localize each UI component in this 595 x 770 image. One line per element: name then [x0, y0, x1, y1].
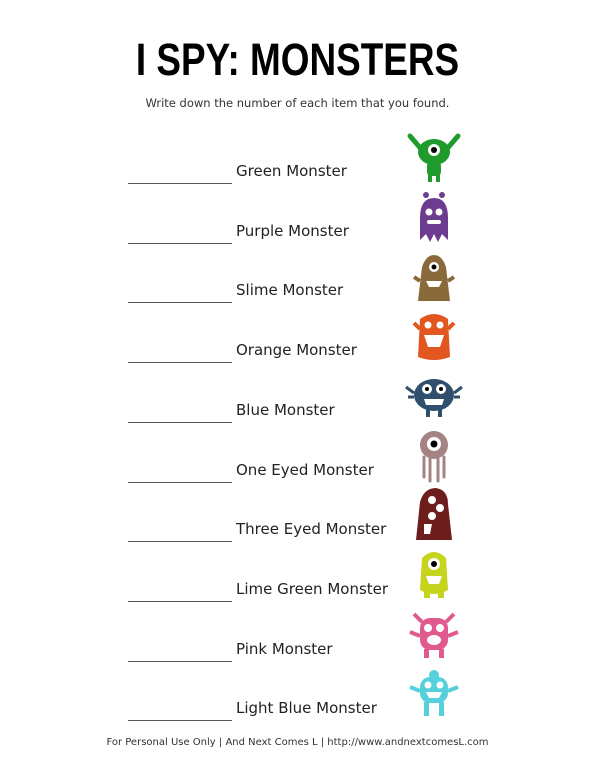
worksheet-title: I SPY: MONSTERS	[135, 34, 460, 85]
list-item	[0, 188, 595, 248]
list-item	[0, 247, 595, 307]
list-item	[0, 486, 595, 546]
answer-blank[interactable]	[128, 541, 232, 542]
answer-blank[interactable]	[128, 482, 232, 483]
three-eyed-monster-icon	[402, 486, 466, 542]
slime-monster-icon	[402, 247, 466, 303]
answer-blank[interactable]	[128, 243, 232, 244]
answer-blank[interactable]	[128, 661, 232, 662]
list-item	[0, 128, 595, 188]
list-item	[0, 606, 595, 666]
item-label: Three Eyed Monster	[236, 520, 387, 539]
lime-green-monster-icon	[402, 546, 466, 602]
answer-blank[interactable]	[128, 362, 232, 363]
answer-blank[interactable]	[128, 302, 232, 303]
item-label: Orange Monster	[236, 341, 357, 360]
answer-blank[interactable]	[128, 183, 232, 184]
answer-blank[interactable]	[128, 422, 232, 423]
item-label: Lime Green Monster	[236, 579, 389, 598]
answer-blank[interactable]	[128, 720, 232, 721]
item-label: Blue Monster	[236, 400, 335, 419]
list-item	[0, 665, 595, 725]
pink-monster-icon	[402, 606, 466, 662]
answer-blank[interactable]	[128, 601, 232, 602]
item-label: Light Blue Monster	[236, 699, 377, 718]
list-item	[0, 307, 595, 367]
list-item	[0, 546, 595, 606]
item-label: One Eyed Monster	[236, 460, 374, 479]
item-label: Purple Monster	[236, 221, 349, 240]
green-monster-icon	[402, 128, 466, 184]
purple-monster-icon	[402, 188, 466, 244]
one-eyed-monster-icon	[402, 427, 466, 483]
light-blue-monster-icon	[402, 665, 466, 721]
list-item	[0, 427, 595, 487]
worksheet-footer: For Personal Use Only | And Next Comes L | http://www.andnextcomesL.com	[106, 737, 489, 748]
blue-monster-icon	[402, 367, 466, 423]
list-item	[0, 367, 595, 427]
item-label: Pink Monster	[236, 639, 333, 658]
orange-monster-icon	[402, 307, 466, 363]
item-label: Slime Monster	[236, 281, 344, 300]
item-label: Green Monster	[236, 162, 347, 180]
worksheet-instructions: Write down the number of each item that you found.	[145, 96, 450, 110]
